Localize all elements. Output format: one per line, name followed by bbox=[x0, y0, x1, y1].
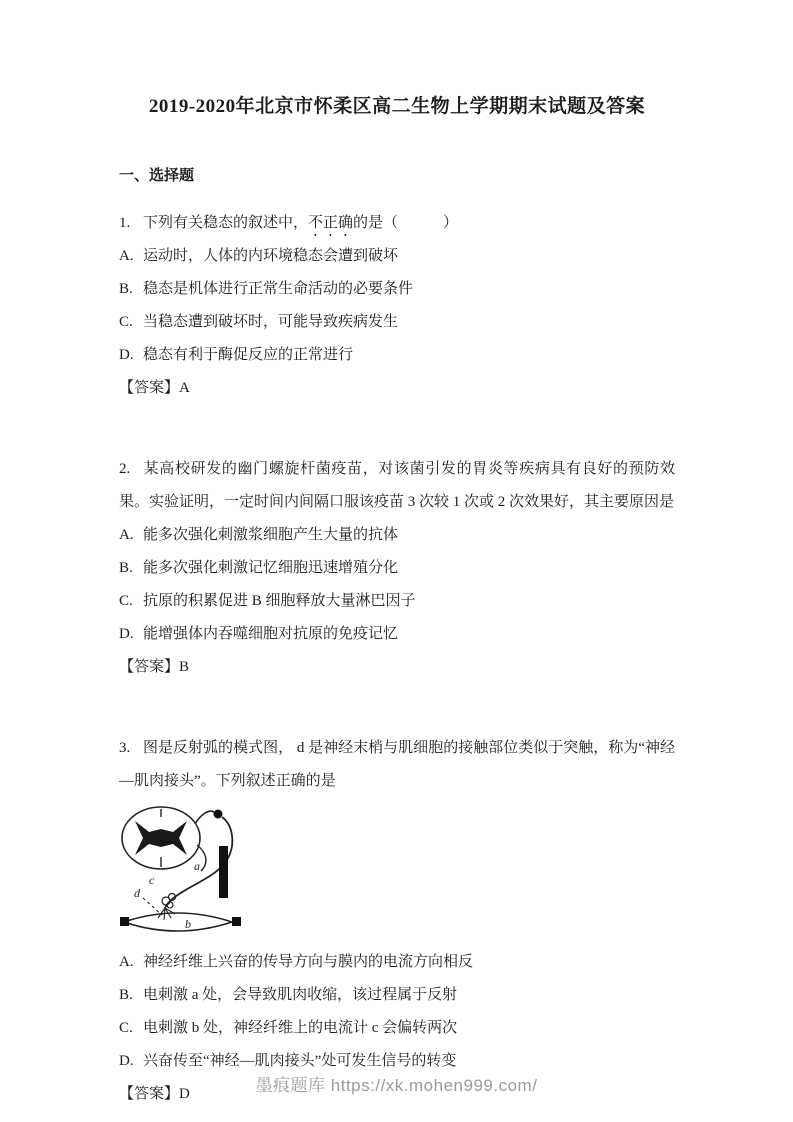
option-text: 稳态有利于酶促反应的正常进行 bbox=[143, 346, 354, 363]
option-text: 神经纤维上兴奋的传导方向与膜内的电流方向相反 bbox=[143, 953, 474, 970]
option-letter: A. bbox=[119, 526, 134, 543]
option-letter: B. bbox=[119, 986, 133, 1003]
muscle-end-left bbox=[120, 917, 129, 926]
option-row bbox=[119, 552, 675, 585]
option-letter: A. bbox=[119, 247, 134, 264]
stem-text: 下列有关稳态的叙述中， bbox=[143, 214, 309, 231]
question-block-3 bbox=[119, 732, 675, 1111]
question-number: 3. bbox=[119, 739, 131, 756]
option-row bbox=[119, 273, 675, 306]
option-row bbox=[119, 946, 675, 979]
answer-line bbox=[119, 372, 675, 405]
stem-text: 图是反射弧的模式图， d 是神经末梢与肌细胞的接触部位类似于突触，称为“神经—肌肉接头”。下列叙述正确的是 bbox=[119, 739, 675, 789]
option-text: 能多次强化刺激记忆细胞迅速增殖分化 bbox=[143, 559, 399, 576]
option-letter: D. bbox=[119, 625, 134, 642]
diagram-label-a: a bbox=[194, 858, 200, 873]
option-text: 当稳态遭到破坏时，可能导致疾病发生 bbox=[143, 313, 399, 330]
option-row bbox=[119, 585, 675, 618]
question-stem bbox=[119, 207, 675, 240]
option-letter: C. bbox=[119, 1019, 133, 1036]
diagram-label-c: c bbox=[149, 872, 155, 887]
question-number: 1. bbox=[119, 214, 131, 231]
dorsal-root-path bbox=[195, 811, 214, 824]
footer-watermark: 墨痕题库 https://xk.mohen999.com/ bbox=[255, 1076, 538, 1095]
muscle-shape bbox=[124, 913, 232, 931]
answer-value: A bbox=[179, 379, 190, 396]
option-text: 能增强体内吞噬细胞对抗原的免疫记忆 bbox=[143, 625, 399, 642]
option-text: 电刺激 b 处，神经纤维上的电流计 c 会偏转两次 bbox=[143, 1019, 458, 1036]
question-block-2 bbox=[119, 453, 675, 684]
option-row bbox=[119, 979, 675, 1012]
stem-text: 的是（ ） bbox=[353, 214, 459, 231]
answer-label: 【答案】 bbox=[119, 658, 180, 675]
reflex-arc-diagram bbox=[119, 804, 675, 942]
answer-line bbox=[119, 651, 675, 684]
option-row bbox=[119, 306, 675, 339]
option-letter: C. bbox=[119, 592, 133, 609]
question-stem bbox=[119, 732, 675, 798]
diagram-label-d: d bbox=[134, 885, 140, 900]
stem-emphasized-text: 不正确 bbox=[308, 214, 354, 231]
option-text: 抗原的积累促进 B 细胞释放大量淋巴因子 bbox=[143, 592, 416, 609]
answer-value: D bbox=[179, 1085, 190, 1102]
option-text: 电刺激 a 处，会导致肌肉收缩，该过程属于反射 bbox=[143, 986, 458, 1003]
option-row bbox=[119, 618, 675, 651]
d-pointer-dashed-line bbox=[143, 898, 162, 915]
ganglion-dot bbox=[214, 809, 223, 818]
option-text: 能多次强化刺激浆细胞产生大量的抗体 bbox=[143, 526, 399, 543]
option-letter: C. bbox=[119, 313, 133, 330]
option-letter: B. bbox=[119, 559, 133, 576]
stem-text: 某高校研发的幽门螺旋杆菌疫苗，对该菌引发的胃炎等疾病具有良好的预防效果。实验证明，一定时间内间隔口服该疫苗 3 次较 1 次或 2 次效果好，其主要原因是 bbox=[119, 460, 675, 510]
page-title: 2019-2020年北京市怀柔区高二生物上学期期末试题及答案 bbox=[148, 96, 646, 117]
option-letter: D. bbox=[119, 346, 134, 363]
muscle-end-right bbox=[232, 917, 241, 926]
option-letter: D. bbox=[119, 1052, 134, 1069]
option-row bbox=[119, 1012, 675, 1045]
option-row bbox=[119, 240, 675, 273]
question-stem bbox=[119, 453, 675, 519]
stimulus-bar bbox=[219, 846, 228, 898]
option-text: 运动时，人体的内环境稳态会遭到破坏 bbox=[143, 247, 399, 264]
section-heading: 一、选择题 bbox=[119, 167, 195, 184]
option-letter: B. bbox=[119, 280, 133, 297]
option-text: 稳态是机体进行正常生命活动的必要条件 bbox=[143, 280, 414, 297]
option-row bbox=[119, 339, 675, 372]
answer-label: 【答案】 bbox=[119, 1085, 180, 1102]
option-text: 兴奋传至“神经—肌肉接头”处可发生信号的转变 bbox=[143, 1052, 457, 1069]
option-row bbox=[119, 519, 675, 552]
answer-value: B bbox=[179, 658, 190, 675]
question-block-1 bbox=[119, 207, 675, 405]
answer-label: 【答案】 bbox=[119, 379, 180, 396]
diagram-label-b: b bbox=[185, 916, 191, 931]
question-number: 2. bbox=[119, 460, 131, 477]
gray-matter-butterfly bbox=[135, 821, 187, 855]
option-letter: A. bbox=[119, 953, 134, 970]
